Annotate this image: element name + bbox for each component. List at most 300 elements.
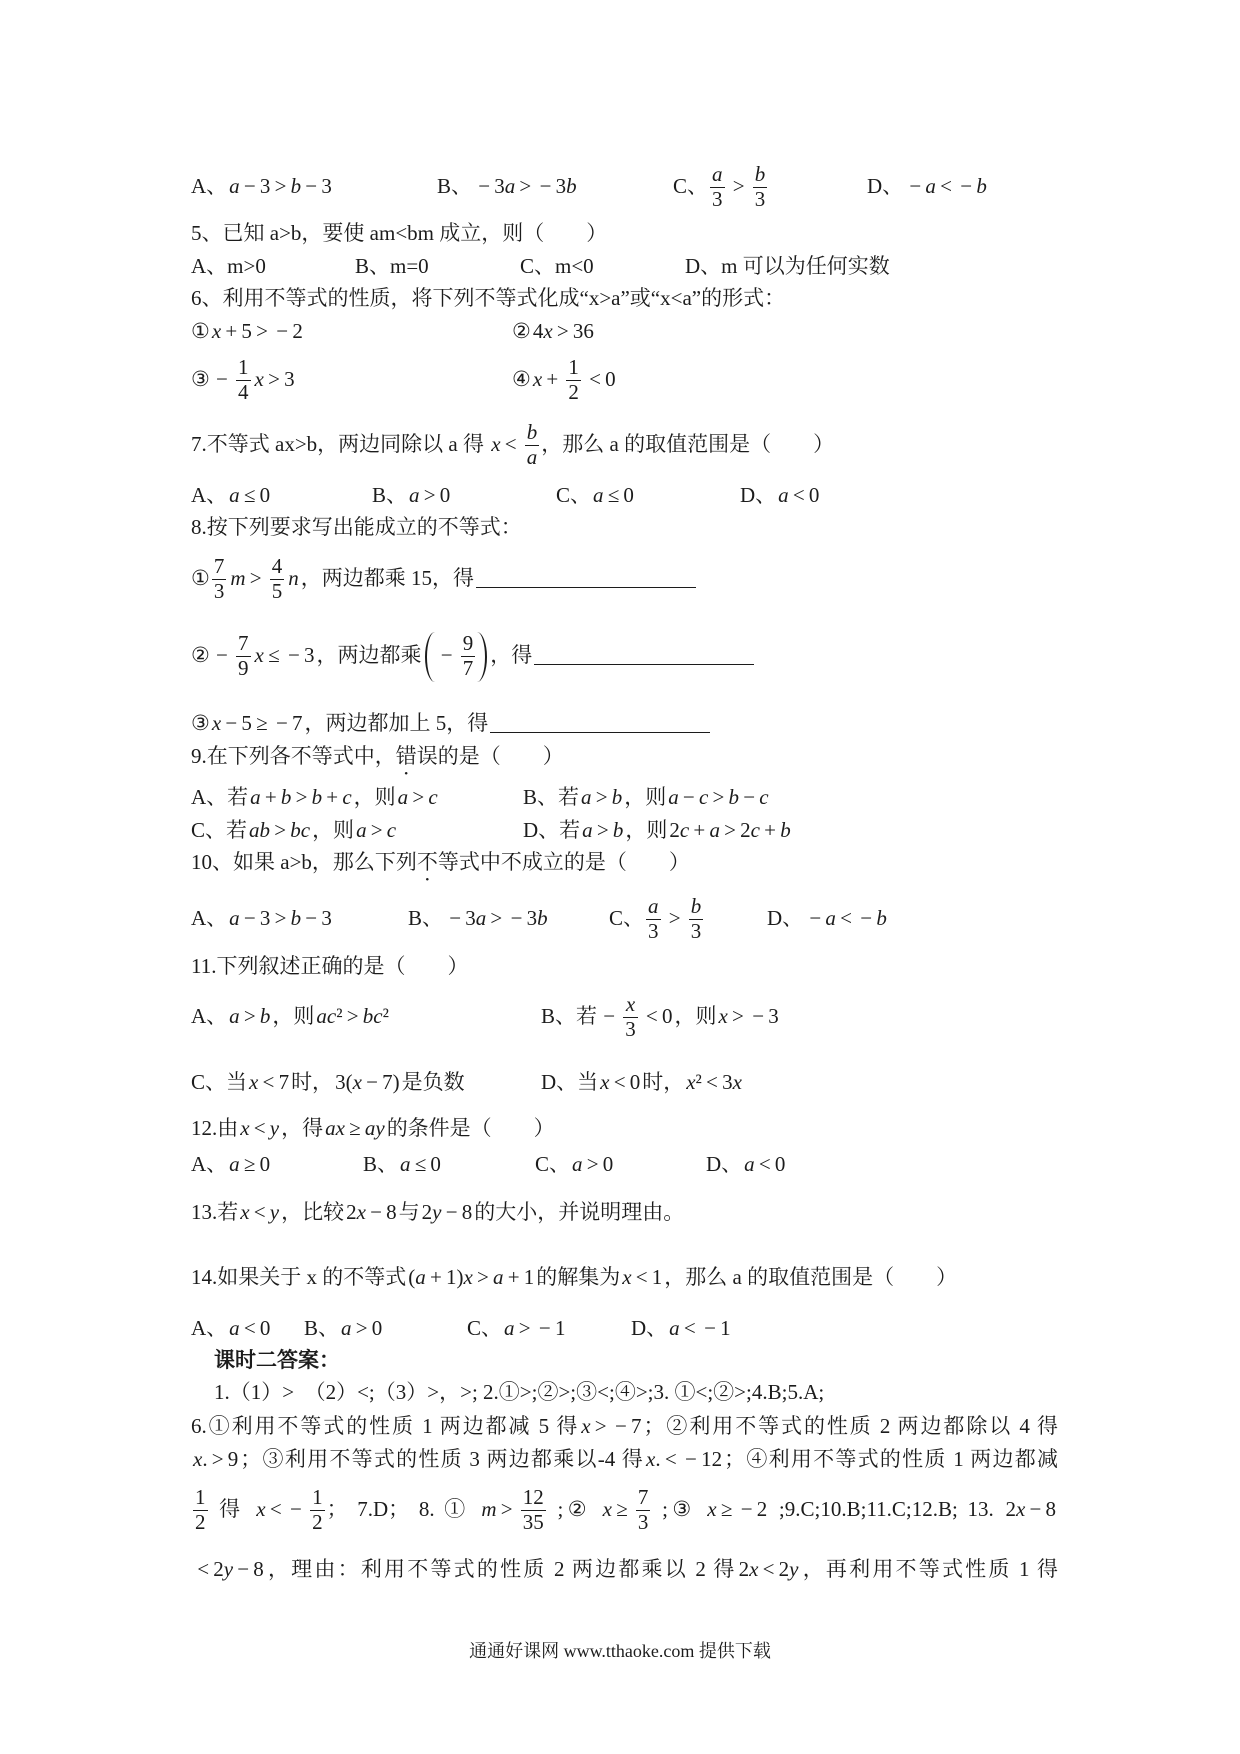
fraction-numerator: 1 (312, 1485, 323, 1510)
math-operator: ≥ (256, 711, 268, 735)
math-operator: ≥ (720, 1497, 733, 1521)
text-run: A、m>0 (191, 254, 266, 278)
math-expression: a < 0 (229, 1316, 271, 1340)
math-variable: x (543, 319, 553, 343)
math-variable: b (611, 785, 623, 809)
emphasized-text: 错 (395, 744, 417, 768)
math-operator: < (253, 1116, 266, 1140)
text-run: ④ (512, 367, 531, 391)
fraction-numerator (646, 895, 661, 920)
q10-stem (191, 832, 690, 892)
math-operator: − (225, 711, 238, 735)
math-expression (212, 367, 232, 391)
math-operator: + (507, 1265, 520, 1289)
text-run: ，那么 a 的取值范围是（ ） (664, 1265, 958, 1289)
math-variable: a (668, 785, 679, 809)
fraction-denominator: 3 (213, 578, 225, 603)
fraction-denominator: 4 (238, 379, 249, 404)
math-variable: a (229, 1152, 240, 1176)
text-run: ③ (191, 711, 210, 735)
math-operator: ≤ (268, 643, 280, 667)
math-operator: − (440, 643, 453, 667)
math-expression: < 2y − 8 (197, 1557, 264, 1581)
math-operator: > (712, 785, 725, 809)
math-variable: x (256, 1497, 266, 1521)
text-run: 5、已知 a>b，要使 am<bm 成立，则（ ） (191, 221, 608, 245)
math-operator: > (594, 1414, 607, 1438)
q13-row (0, 1182, 1240, 1242)
math-variable: a (582, 818, 593, 842)
text-run: 12.由 (191, 1116, 239, 1140)
fraction (270, 555, 285, 603)
math-variable: b (976, 174, 987, 198)
math-variable: b (754, 162, 766, 187)
math-operator: − (1029, 1497, 1042, 1521)
q8-item-2-row (0, 625, 1240, 685)
math-variable: x (356, 1200, 366, 1224)
math-operator: − (305, 174, 318, 198)
math-operator: < (269, 1497, 282, 1521)
text-run: ，两边都乘 15，得 (300, 566, 474, 590)
math-variable: b (612, 818, 624, 842)
fraction-denominator: 2 (195, 1509, 206, 1534)
math-variable: b (566, 174, 577, 198)
math-operator: > (596, 818, 609, 842)
text-run: 9.在下列各不等式中， (191, 744, 396, 768)
q8-item-1 (191, 548, 696, 608)
text-run: 与 (398, 1200, 420, 1224)
math-expression: x. < − 12 (646, 1447, 723, 1471)
text-run: B、若 (541, 1004, 598, 1028)
answer-blank (476, 587, 696, 588)
text-run: ③ (191, 367, 210, 391)
text-run: ;② (547, 1497, 601, 1521)
math-expression (229, 1004, 270, 1028)
math-variable: a (709, 818, 720, 842)
math-variable: x (352, 1070, 362, 1094)
fraction-numerator: 1 (238, 355, 249, 380)
math-variable: a (341, 1316, 352, 1340)
text-run: 得 (209, 1497, 255, 1521)
text-run: D、 (706, 1152, 743, 1176)
right-parenthesis (477, 632, 487, 682)
text-run: D、 (740, 483, 777, 507)
text-run: C、 (673, 174, 709, 198)
math-variable: x (240, 1200, 250, 1224)
text-run: 的解集为 (536, 1265, 621, 1289)
math-variable: x (600, 1070, 610, 1094)
math-expression: a − 3 > b − 3 (229, 906, 332, 930)
text-run: 等式中不成立的是（ ） (437, 850, 690, 874)
math-expression: x > − 7 (581, 1414, 642, 1438)
math-operator: − (614, 1414, 627, 1438)
math-variable: b (259, 1004, 271, 1028)
math-operator: + (764, 818, 777, 842)
math-expression: a < 0 (778, 483, 820, 507)
math-expression (481, 1497, 516, 1521)
math-expression: x. > 9 (193, 1447, 239, 1471)
math-operator: < (243, 1316, 256, 1340)
text-run: ，则 (272, 1004, 315, 1028)
math-variable: x (646, 1447, 656, 1471)
text-run: ，得 (281, 1116, 324, 1140)
math-expression: a ≤ 0 (593, 483, 634, 507)
math-operator: ≤ (414, 1152, 427, 1176)
math-expression: x ≥ − 2 (707, 1497, 768, 1521)
math-expression: < 0 (645, 1004, 673, 1028)
math-variable: b (311, 785, 323, 809)
math-operator: > (731, 1004, 744, 1028)
math-variable: a (250, 785, 261, 809)
math-operator: ≥ (616, 1497, 628, 1521)
text-run: C、m<0 (520, 254, 594, 278)
parenthesized-content (435, 633, 478, 681)
q11-option-a (191, 986, 391, 1046)
math-expression (256, 1497, 306, 1521)
math-variable: x (718, 1004, 728, 1028)
text-run: D、m 可以为任何实数 (685, 254, 890, 278)
text-run: ;③ (652, 1497, 706, 1521)
math-variable: a (409, 483, 420, 507)
text-run: A、 (191, 906, 228, 930)
math-operator: < (197, 1557, 210, 1581)
math-operator: − (366, 1070, 378, 1094)
text-run: D、 (767, 906, 804, 930)
text-run: 7.不等式 ax>b，两边同除以 a 得 (191, 432, 490, 456)
math-operator: > (412, 785, 425, 809)
math-operator: > (732, 174, 745, 198)
math-expression: x + 5 > − 2 (211, 319, 303, 343)
left-parenthesis (425, 632, 435, 682)
text-run: B、 (304, 1316, 340, 1340)
math-operator: − (276, 319, 289, 343)
math-operator: > (595, 785, 608, 809)
math-operator: − (603, 1004, 616, 1028)
parenthesized-group (425, 632, 488, 682)
page-footer: 通通好课网 www.tthaoke.com 提供下载 (469, 1641, 771, 1661)
fraction-denominator: 2 (568, 379, 579, 404)
answers-title: 课时二答案： (214, 1348, 340, 1372)
math-variable: a (229, 483, 240, 507)
fraction-denominator: 9 (238, 655, 249, 680)
text-run: ；③利用不等式的性质 3 两边都乘以-4 得 (240, 1447, 645, 1471)
math-variable: ac (316, 1004, 337, 1028)
math-variable: x (622, 1265, 632, 1289)
math-expression: a ≤ 0 (229, 483, 271, 507)
math-operator: > (476, 1265, 489, 1289)
math-operator: − (237, 1557, 250, 1581)
math-variable: y (223, 1557, 234, 1581)
math-variable: a (229, 906, 240, 930)
text-run: A、若 (191, 785, 249, 809)
math-variable: x (602, 1497, 612, 1521)
math-expression: a < 0 (744, 1152, 786, 1176)
math-variable: x (707, 1497, 717, 1521)
text-run: 11.下列叙述正确的是（ ） (191, 954, 469, 978)
text-run: ，得 (490, 643, 533, 667)
text-run: 8.按下列要求写出能成立的不等式： (191, 515, 522, 539)
math-operator: − (478, 174, 491, 198)
fraction-numerator (710, 163, 725, 188)
math-variable: a (825, 906, 836, 930)
math-variable: ay (364, 1116, 385, 1140)
math-variable: x (193, 1447, 203, 1471)
text-run: A、 (191, 1316, 228, 1340)
fraction-numerator: 4 (271, 554, 283, 579)
math-variable: c (698, 785, 709, 809)
math-variable: x (463, 1265, 473, 1289)
math-expression (805, 906, 887, 930)
math-operator: > (586, 1152, 599, 1176)
text-run: C、 (467, 1316, 503, 1340)
text-run: C、 (535, 1152, 571, 1176)
text-run: ，则 (624, 785, 667, 809)
math-operator: + (546, 367, 559, 391)
fraction (236, 356, 251, 404)
math-expression (533, 367, 563, 391)
math-expression (603, 1497, 632, 1521)
math-variable: bc (290, 818, 311, 842)
fraction (521, 1486, 546, 1534)
math-variable: a (397, 785, 409, 809)
math-expression (240, 1200, 279, 1224)
text-run: ，再利用不等式性质 1 得 (800, 1557, 1059, 1581)
text-run: ，两边都加上 5，得 (304, 711, 489, 735)
math-variable: a (925, 174, 936, 198)
math-variable: c (759, 785, 769, 809)
text-run: ;9.C;10.B;11.C;12.B; 13. (769, 1497, 1004, 1521)
fraction-denominator: 3 (690, 918, 702, 943)
text-run: D、 (867, 174, 904, 198)
text-run: 1.（1）> （2）<;（3）>，>; 2.①>;②>;③<;④>;3. ①<;②>;4.B;5.A; (214, 1380, 825, 1404)
math-operator: − (449, 906, 462, 930)
text-run: D、若 (523, 818, 581, 842)
fraction-numerator (689, 895, 704, 920)
math-variable: a (229, 1316, 240, 1340)
math-expression: a > − 1 (504, 1316, 566, 1340)
math-operator: − (809, 906, 822, 930)
math-operator: > (355, 1316, 368, 1340)
math-variable: a (493, 1265, 504, 1289)
text-run: 时， (291, 1070, 334, 1094)
math-operator: < (762, 1557, 775, 1581)
math-operator: > (423, 483, 436, 507)
q8-item-2 (191, 625, 754, 685)
text-run: B、 (372, 483, 408, 507)
math-operator: > (268, 367, 280, 391)
math-variable: c (428, 785, 438, 809)
math-operator: − (860, 906, 873, 930)
math-variable: b (876, 906, 887, 930)
fraction-numerator: 9 (462, 631, 474, 656)
fraction-denominator: 7 (462, 655, 474, 680)
math-operator: < (253, 1200, 266, 1224)
math-variable: a (593, 483, 604, 507)
math-operator: ≥ (349, 1116, 361, 1140)
math-variable: a (229, 174, 240, 198)
fraction-denominator: 3 (637, 1509, 649, 1534)
fraction (636, 1486, 651, 1534)
text-run: ，理由：利用不等式的性质 2 两边都乘以 2 得 (265, 1557, 737, 1581)
math-operator: > (556, 319, 569, 343)
math-operator: > (518, 1316, 531, 1340)
text-run: ，那么 a 的取值范围是（ ） (541, 432, 835, 456)
math-expression: a > 0 (409, 483, 451, 507)
text-run: B、m=0 (355, 254, 429, 278)
math-variable: c (679, 818, 690, 842)
math-expression: a − 3 > b − 3 (229, 174, 332, 198)
math-variable: c (750, 818, 760, 842)
fraction (461, 632, 476, 680)
math-variable: y (269, 1116, 280, 1140)
fraction-numerator (525, 421, 540, 446)
math-operator: > (668, 906, 681, 930)
math-expression: − 3a > − 3b (449, 906, 548, 930)
math-variable: x (240, 1116, 250, 1140)
math-operator: − (960, 174, 973, 198)
math-operator: − (305, 906, 318, 930)
math-expression: ac² > bc² (316, 1004, 389, 1028)
math-operator: − (290, 1497, 302, 1521)
math-variable: a (504, 1316, 515, 1340)
math-expression: 4x > 36 (532, 319, 594, 343)
math-expression (905, 174, 987, 198)
text-run: B、 (437, 174, 473, 198)
text-run: ，则 (353, 785, 396, 809)
math-expression: 2y − 8 (421, 1200, 473, 1224)
q8-item-1-row (0, 548, 1240, 608)
answer-blank (534, 664, 754, 665)
answers-line-5 (191, 1539, 1058, 1599)
math-operator: − (243, 906, 256, 930)
text-run: D、 (631, 1316, 668, 1340)
math-operator: < (645, 1004, 658, 1028)
answers-line-4 (191, 1479, 1058, 1539)
math-operator: + (693, 818, 706, 842)
math-variable: x (211, 711, 222, 735)
math-variable: b (537, 906, 548, 930)
text-run: ，则 (674, 1004, 717, 1028)
math-expression: x ≤ − 3 (254, 643, 315, 667)
math-operator: > (243, 1004, 256, 1028)
math-expression: (a + 1)x > a + 1 (408, 1265, 535, 1289)
text-run: 10、如果 a>b，那么下列 (191, 850, 417, 874)
text-run: A、 (191, 483, 228, 507)
math-operator: − (685, 1447, 697, 1471)
math-operator: − (909, 174, 922, 198)
math-operator: − (743, 785, 756, 809)
math-operator: < (262, 1070, 275, 1094)
math-variable: b (728, 785, 739, 809)
text-run: ① (191, 566, 210, 590)
math-variable: m (230, 566, 246, 590)
math-variable: n (288, 566, 299, 590)
math-variable: b (290, 174, 302, 198)
math-variable: y (432, 1200, 442, 1224)
math-expression (491, 432, 521, 456)
text-run: 6.①利用不等式的性质 1 两边都减 5 得 (191, 1414, 580, 1438)
fraction-denominator: 3 (712, 186, 723, 211)
math-operator: + (326, 785, 339, 809)
math-variable: a (400, 1152, 411, 1176)
math-operator: < (758, 1152, 771, 1176)
math-variable: x (749, 1557, 759, 1581)
math-expression: 2c + a > 2c + b (669, 818, 791, 842)
math-operator: − (510, 906, 523, 930)
math-operator: > (256, 319, 268, 343)
text-run: 6、利用不等式的性质，将下列不等式化成“x>a”或“x<a”的形式： (191, 286, 786, 310)
math-variable: a (356, 818, 367, 842)
text-run: D、当 (541, 1070, 599, 1094)
fraction (193, 1486, 208, 1534)
math-expression: x > 3 (254, 367, 295, 391)
text-run: A、 (191, 1152, 228, 1176)
math-variable: x (625, 992, 636, 1017)
math-operator: − (216, 643, 228, 667)
math-operator: > (370, 818, 383, 842)
text-run: B、 (363, 1152, 399, 1176)
fraction (525, 421, 540, 469)
math-variable: ax (325, 1116, 345, 1140)
math-variable: ab (249, 818, 271, 842)
fraction-numerator: 1 (568, 355, 579, 380)
math-variable: a (648, 894, 659, 919)
text-run: B、 (408, 906, 444, 930)
text-run: ，两边都乘 (316, 643, 422, 667)
math-operator: − (539, 174, 552, 198)
math-expression: 3(x − 7) (335, 1070, 400, 1094)
math-operator: < (792, 483, 805, 507)
math-operator: < (589, 367, 601, 391)
math-operator: > (500, 1497, 513, 1521)
text-run: 的条件是（ ） (386, 1116, 555, 1140)
text-run: 时， (642, 1070, 685, 1094)
text-run: 13.若 (191, 1200, 239, 1224)
fraction-numerator: 7 (238, 631, 249, 656)
math-variable: b (290, 906, 302, 930)
math-expression: x < 1 (622, 1265, 663, 1289)
math-expression: a > 0 (341, 1316, 383, 1340)
math-operator: − (287, 643, 300, 667)
math-operator: ≥ (243, 1152, 256, 1176)
math-operator: + (225, 319, 238, 343)
math-operator: < (635, 1265, 648, 1289)
text-run: ；②利用不等式的性质 2 两边都除以 4 得 (643, 1414, 1059, 1438)
math-expression: x − 5 ≥ − 7 (211, 711, 303, 735)
text-run: A、 (191, 1004, 228, 1028)
math-variable: x (254, 643, 264, 667)
math-operator: + (264, 785, 277, 809)
math-variable: a (475, 906, 487, 930)
math-operator: > (211, 1447, 224, 1471)
fraction-numerator: 12 (522, 1485, 544, 1510)
emphasized-text: 不 (416, 850, 438, 874)
math-operator: > (490, 906, 503, 930)
math-operator: − (740, 1497, 753, 1521)
math-variable: c (386, 818, 397, 842)
fraction-denominator: 2 (312, 1509, 323, 1534)
math-expression: x < 7 (249, 1070, 290, 1094)
math-variable: x (254, 367, 264, 391)
fraction (236, 632, 251, 680)
math-expression (599, 1004, 619, 1028)
math-operator: ≤ (607, 483, 620, 507)
fraction-numerator: 7 (637, 1485, 649, 1510)
text-run: ② (191, 643, 210, 667)
math-variable: bc (362, 1004, 383, 1028)
math-operator: < (613, 1070, 626, 1094)
math-variable: x (1015, 1497, 1026, 1521)
